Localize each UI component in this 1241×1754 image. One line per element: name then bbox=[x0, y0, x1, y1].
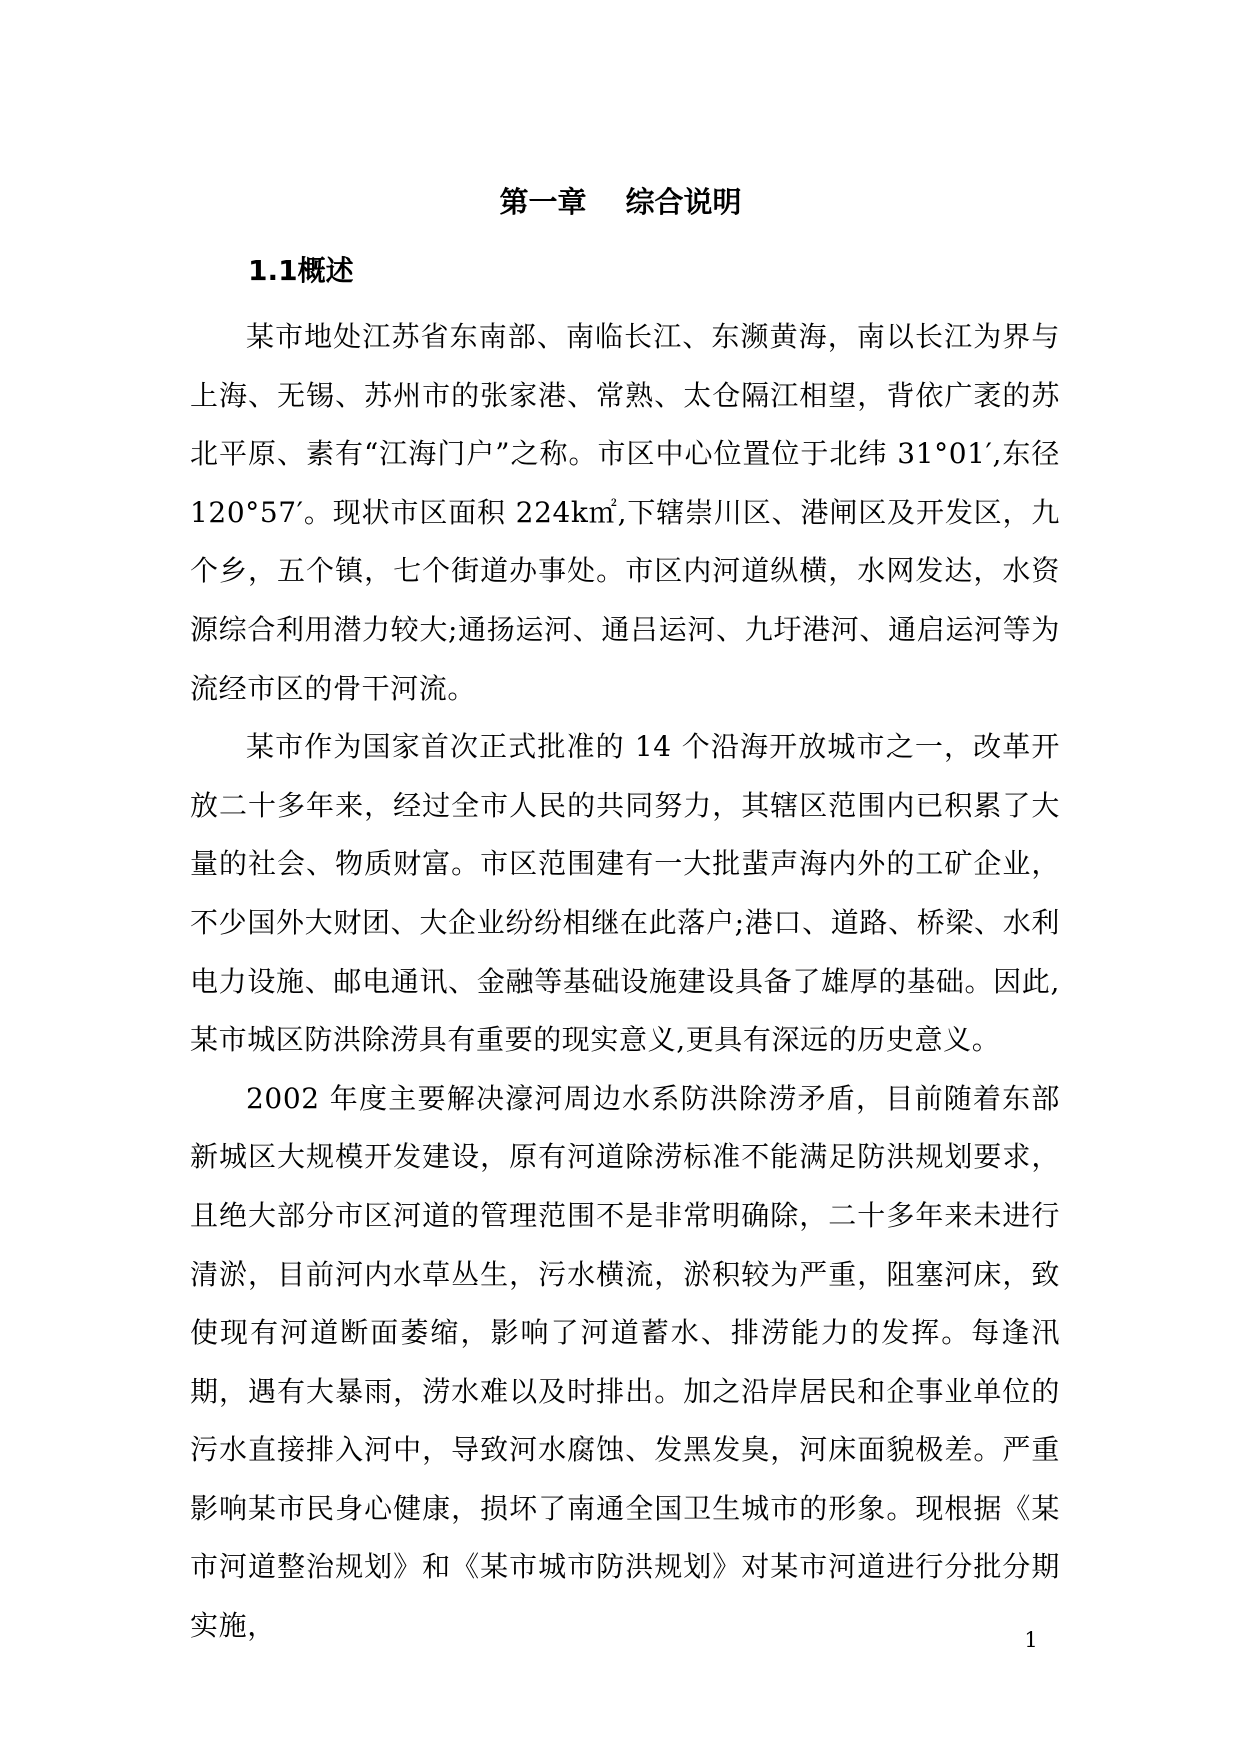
paragraph-location: 某市地处江苏省东南部、南临长江、东濒黄海，南以长江为界与上海、无锡、苏州市的张家港、常熟、太仓隔江相望，背依广袤的苏北平原、素有“江海门户”之称。市区中心位置位于北纬 31°01′,东径 120°57′。现状市区面积 224k㎡,下辖崇川区、港闸区及开发区，九个乡，五个镇，七个街道办事处。市区内河道纵横，水网发达，水资源综合利用潜力较大;通扬运河、通吕运河、九圩港河、通启运河等为流经市区的骨干河流。 bbox=[190, 320, 1060, 705]
paragraph-river-issues: 2002 年度主要解决濠河周边水系防洪除涝矛盾，目前随着东部新城区大规模开发建设，原有河道除涝标准不能满足防洪规划要求，且绝大部分市区河道的管理范围不是非常明确除，二十多年来未进行清淤，目前河内水草丛生，污水横流，淤积较为严重，阻塞河床，致使现有河道断面萎缩，影响了河道蓄水、排涝能力的发挥。每逢汛期，遇有大暴雨，涝水难以及时排出。加之沿岸居民和企事业单位的污水直接排入河中，导致河水腐蚀、发黑发臭，河床面貌极差。严重影响某市民身心健康，损坏了南通全国卫生城市的形象。现根据《某市河道整治规划》和《某市城市防洪规划》对某市河道进行分批分期实施， bbox=[190, 1081, 1060, 1643]
body-text bbox=[190, 308, 1060, 1656]
chapter-title: 第一章 综合说明 bbox=[499, 185, 742, 219]
page-number: 1 bbox=[1024, 1628, 1038, 1652]
section-title: 1.1概述 bbox=[248, 254, 354, 287]
paragraph-development: 某市作为国家首次正式批准的 14 个沿海开放城市之一，改革开放二十多年来，经过全市人民的共同努力，其辖区范围内已积累了大量的社会、物质财富。市区范围建有一大批蜚声海内外的工矿企业，不少国外大财团、大企业纷纷相继在此落户;港口、道路、桥梁、水利电力设施、邮电通讯、金融等基础设施建设具备了雄厚的基础。因此,某市城区防洪除涝具有重要的现实意义,更具有深远的历史意义。 bbox=[190, 730, 1060, 1057]
